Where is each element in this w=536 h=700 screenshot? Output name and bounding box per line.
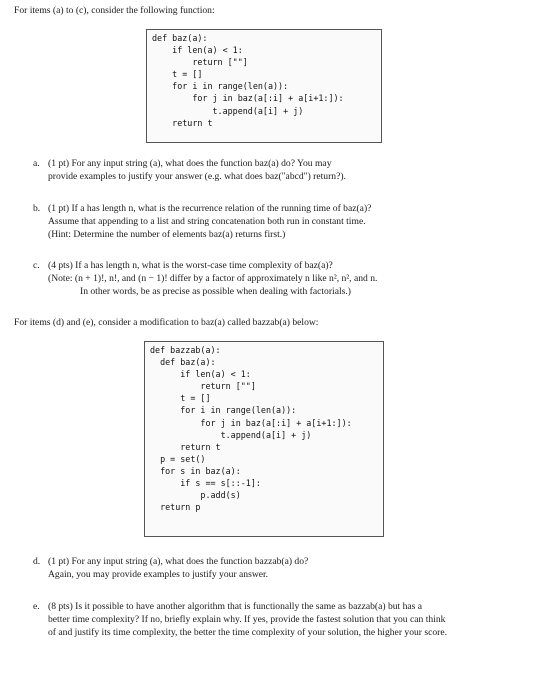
question-line: (Hint: Determine the number of elements baz(a) returns first.) <box>48 229 286 240</box>
question-label: a. <box>33 158 40 169</box>
code-line: for s in baz(a): <box>150 465 241 476</box>
question-line: (Note: (n + 1)!, n!, and (n − 1)! differ by a factor of approximately n like n², n², and n. <box>48 273 378 284</box>
code-line: return t <box>152 117 213 128</box>
question-line: better time complexity? If no, briefly explain why. If yes, provide the fastest solution that you can think <box>48 614 446 625</box>
question-line: (1 pt) For any input string (a), what does the function bazzab(a) do? <box>48 556 309 567</box>
question-line: of and justify its time complexity, the better the time complexity of your solution, the higher your score. <box>48 627 448 638</box>
code-line: def baz(a): <box>152 33 208 43</box>
code-line: if s == s[::-1]: <box>150 478 261 489</box>
code-line: def bazzab(a): <box>150 345 221 355</box>
question-a <box>33 157 346 183</box>
code-line: if len(a) < 1: <box>150 369 251 380</box>
code-line: def baz(a): <box>150 357 216 368</box>
code-line: t.append(a[i] + j) <box>150 429 312 440</box>
code-line: return t <box>150 441 221 452</box>
code-line: p = set() <box>150 453 206 464</box>
question-label: d. <box>33 556 41 567</box>
question-line: (1 pt) If a has length n, what is the recurrence relation of the running time of baz(a)? <box>48 203 372 214</box>
question-d <box>33 555 309 581</box>
intro-text-1: For items (a) to (c), consider the following function: <box>14 5 215 16</box>
code-line: if len(a) < 1: <box>152 45 243 56</box>
question-c <box>33 259 378 298</box>
code-line: return [""] <box>152 57 248 68</box>
question-line: provide examples to justify your answer (e.g. what does baz("abcd") return?). <box>48 171 346 182</box>
code-line: t = [] <box>152 69 203 80</box>
question-label: e. <box>33 601 40 612</box>
question-line: (1 pt) For any input string (a), what does the function baz(a) do? You may <box>48 158 332 169</box>
code-line: for j in baz(a[:i] + a[i+1:]): <box>150 417 352 428</box>
question-line: (4 pts) If a has length n, what is the worst-case time complexity of baz(a)? <box>48 260 333 271</box>
intro-text-2: For items (d) and (e), consider a modification to baz(a) called bazzab(a) below: <box>14 317 319 328</box>
code-line: return p <box>150 502 201 513</box>
code-line: for i in range(len(a)): <box>150 405 297 416</box>
code-line: return [""] <box>150 381 256 392</box>
code-line: for i in range(len(a)): <box>152 81 289 92</box>
question-label: c. <box>33 260 40 271</box>
code-line: t = [] <box>150 393 211 404</box>
code-block-baz <box>146 29 382 143</box>
question-b <box>33 202 372 241</box>
question-line: Again, you may provide examples to justify your answer. <box>48 569 269 580</box>
question-line: (8 pts) Is it possible to have another algorithm that is functionally the same as bazzab(a) but has a <box>48 601 423 612</box>
question-line: Assume that appending to a list and string concatenation both run in constant time. <box>48 216 366 227</box>
code-line: t.append(a[i] + j) <box>152 105 304 116</box>
code-line: p.add(s) <box>150 490 241 501</box>
question-e <box>33 600 448 639</box>
question-label: b. <box>33 203 41 214</box>
code-line: for j in baz(a[:i] + a[i+1:]): <box>152 93 344 104</box>
question-line: In other words, be as precise as possible when dealing with factorials.) <box>80 286 351 297</box>
code-block-bazzab <box>144 341 384 537</box>
